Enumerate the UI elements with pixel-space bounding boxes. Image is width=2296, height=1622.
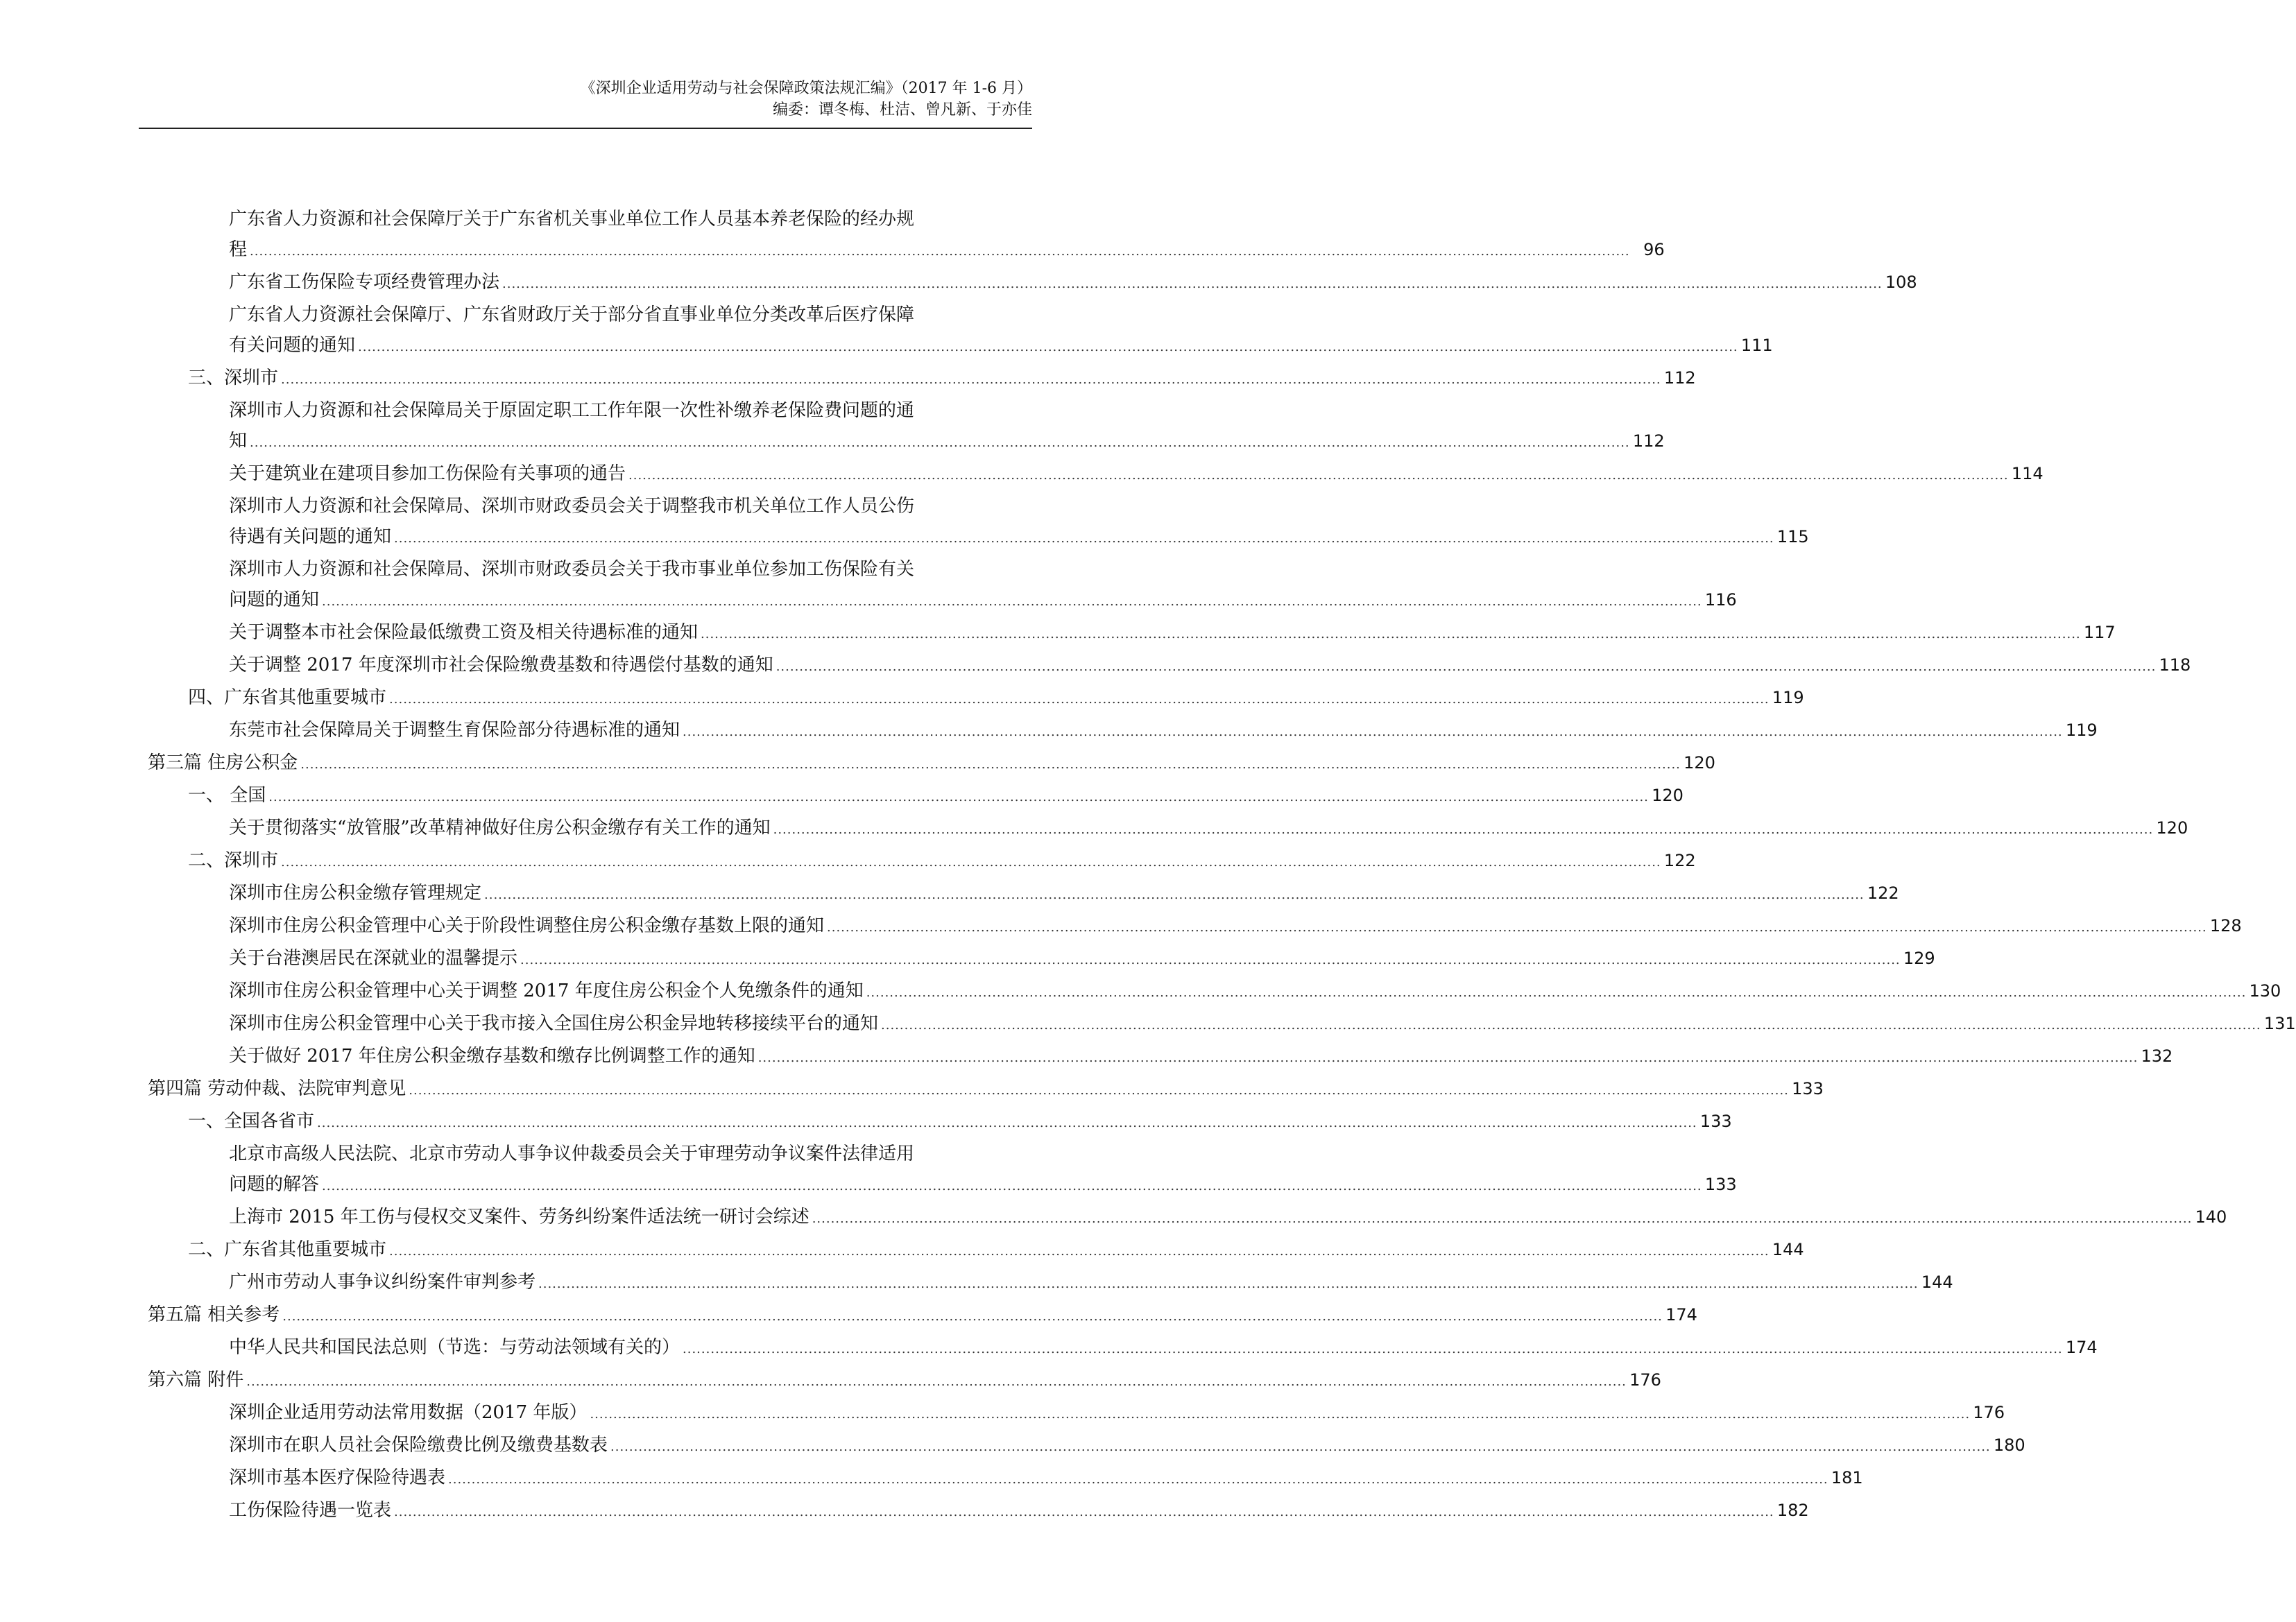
toc-entry[interactable]	[148, 1463, 1863, 1495]
header-rule	[139, 128, 1032, 129]
toc-entry-title-line: 广东省人力资源社会保障厅、广东省财政厅关于部分省直事业单位分类改革后医疗保障	[229, 304, 915, 325]
toc-entry-title: 深圳市住房公积金缴存管理规定	[229, 883, 482, 904]
toc-entry[interactable]	[148, 395, 1665, 458]
dot-leader	[282, 1302, 1663, 1332]
toc-entry-title: 深圳市住房公积金管理中心关于阶段性调整住房公积金缴存基数上限的通知	[229, 915, 825, 936]
toc-entry-title: 工伤保险待遇一览表	[229, 1500, 392, 1521]
toc-entry[interactable]	[148, 363, 1696, 395]
toc-entry-title: 知	[229, 431, 248, 451]
toc-page-number: 120	[1652, 786, 1684, 805]
toc-page-number: 181	[1831, 1468, 1863, 1487]
toc-entry-title: 深圳市基本医疗保险待遇表	[229, 1467, 446, 1488]
toc-entry-title: 关于调整本市社会保险最低缴费工资及相关待遇标准的通知	[229, 622, 699, 643]
toc-entry-title: 第四篇 劳动仲裁、法院审判意见	[148, 1078, 406, 1099]
toc-entry-title: 关于建筑业在建项目参加工伤保险有关事项的通告	[229, 463, 626, 484]
dot-leader	[683, 717, 2063, 748]
toc-entry-title-line: 北京市高级人民法院、北京市劳动人事争议仲裁委员会关于审理劳动争议案件法律适用	[229, 1144, 915, 1164]
dot-leader	[683, 1334, 2063, 1365]
toc-entry-title: 广州市劳动人事争议纠纷案件审判参考	[229, 1272, 536, 1293]
toc-entry-title-line: 深圳市人力资源和社会保障局、深圳市财政委员会关于调整我市机关单位工作人员公伤	[229, 496, 915, 517]
dot-leader	[394, 1497, 1774, 1528]
dot-leader	[866, 978, 2247, 1008]
dot-leader	[776, 652, 2157, 682]
toc-page-number: 176	[1973, 1403, 2005, 1422]
toc-entry-title: 关于做好 2017 年住房公积金缴存基数和缴存比例调整工作的通知	[229, 1046, 755, 1067]
toc-entry[interactable]	[148, 300, 1773, 363]
dot-leader	[317, 1108, 1697, 1139]
dot-leader	[394, 524, 1774, 554]
toc-entry[interactable]	[148, 1495, 1809, 1528]
toc-entry[interactable]	[148, 1106, 1732, 1139]
dot-leader	[250, 236, 1630, 267]
toc-page-number: 120	[1684, 753, 1715, 773]
toc-page-number: 111	[1740, 336, 1773, 355]
toc-entry-number: 四、	[188, 687, 225, 708]
toc-entry-title: 问题的通知	[229, 589, 320, 610]
toc-entry[interactable]	[148, 1365, 1661, 1397]
toc-entry-title: 上海市 2015 年工伤与侵权交叉案件、劳务纠纷案件适法统一研讨会综述	[229, 1207, 809, 1227]
toc-entry-title: 深圳企业适用劳动法常用数据（2017 年版）	[229, 1402, 588, 1423]
toc-entry[interactable]	[148, 911, 2242, 943]
editors-line: 编委：谭冬梅、杜洁、曾凡新、于亦佳	[772, 101, 1032, 119]
toc-page-number: 122	[1867, 883, 1899, 903]
dot-leader	[389, 684, 1770, 715]
toc-page-number: 133	[1704, 1175, 1737, 1194]
dot-leader	[827, 913, 2207, 943]
toc-entry-title: 中华人民共和国民法总则（节选：与劳动法领域有关的）	[229, 1337, 680, 1358]
toc-page-number: 129	[1903, 949, 1935, 968]
toc-page-number: 112	[1632, 431, 1665, 451]
toc-page-number: 131	[2263, 1014, 2296, 1033]
toc-page-number: 120	[2156, 818, 2188, 838]
dot-leader	[758, 1043, 2139, 1073]
dot-leader	[538, 1269, 1919, 1300]
toc-entry[interactable]	[148, 617, 2116, 650]
dot-leader	[502, 269, 1883, 300]
toc-entry-title: 二、广东省其他重要城市	[188, 1239, 387, 1260]
toc-page-number: 180	[1993, 1435, 2025, 1455]
toc-page-number: 176	[1629, 1370, 1661, 1390]
toc-page-number: 182	[1776, 1501, 1809, 1520]
toc-entry[interactable]	[148, 878, 1899, 911]
dot-leader	[773, 815, 2154, 845]
toc-entry[interactable]	[148, 650, 2191, 682]
toc-page-number: 133	[1792, 1079, 1824, 1098]
toc-entry[interactable]	[148, 1139, 1737, 1202]
toc-entry-title: 第五篇 相关参考	[148, 1304, 280, 1325]
toc-entry[interactable]	[148, 682, 1804, 715]
dot-leader	[610, 1432, 1991, 1463]
toc-entry[interactable]	[148, 1430, 2025, 1463]
toc-entry[interactable]	[148, 1397, 2005, 1430]
toc-entry[interactable]	[148, 748, 1715, 780]
toc-entry[interactable]	[148, 845, 1696, 878]
dot-leader	[322, 1171, 1702, 1202]
toc-entry-title-line: 广东省人力资源和社会保障厅关于广东省机关事业单位工作人员基本养老保险的经办规	[229, 209, 915, 230]
toc-page-number: 117	[2083, 623, 2116, 642]
dot-leader	[812, 1204, 2193, 1234]
dot-leader	[701, 619, 2081, 650]
table-of-contents	[148, 204, 2296, 1528]
toc-entry[interactable]	[148, 1300, 1697, 1332]
toc-page-number: 115	[1776, 527, 1809, 546]
toc-entry-title: 深圳市在职人员社会保险缴费比例及缴费基数表	[229, 1435, 608, 1456]
dot-leader	[358, 332, 1738, 363]
toc-entry[interactable]	[148, 780, 1684, 813]
toc-entry-title: 广东省其他重要城市	[224, 687, 387, 708]
toc-entry-title-line: 深圳市人力资源和社会保障局、深圳市财政委员会关于我市事业单位参加工伤保险有关	[229, 559, 915, 580]
toc-page-number: 119	[2065, 721, 2098, 740]
dot-leader	[448, 1465, 1828, 1495]
toc-entry[interactable]	[148, 267, 1917, 300]
toc-entry[interactable]	[148, 1073, 1824, 1106]
toc-entry-title: 二、深圳市	[188, 850, 279, 871]
toc-page-number: 144	[1772, 1240, 1804, 1259]
toc-page-number: 112	[1663, 368, 1696, 388]
toc-page-number: 130	[2249, 981, 2281, 1001]
toc-entry-title: 深圳市住房公积金管理中心关于调整 2017 年度住房公积金个人免缴条件的通知	[229, 981, 864, 1001]
toc-page-number: 118	[2159, 655, 2191, 675]
toc-entry-title: 深圳市住房公积金管理中心关于我市接入全国住房公积金异地转移接续平台的通知	[229, 1013, 879, 1034]
toc-page-number: 122	[1663, 851, 1696, 870]
dot-leader	[590, 1399, 1970, 1430]
toc-entry[interactable]	[148, 1234, 1804, 1267]
dot-leader	[389, 1236, 1770, 1267]
toc-entry[interactable]	[148, 976, 2281, 1008]
dot-leader	[281, 847, 1661, 878]
toc-page-number: 174	[1665, 1305, 1697, 1325]
toc-entry-title: 关于台港澳居民在深就业的温馨提示	[229, 948, 518, 969]
dot-leader	[268, 782, 1649, 813]
toc-entry-title: 广东省工伤保险专项经费管理办法	[229, 272, 500, 293]
toc-entry[interactable]	[148, 1041, 2173, 1073]
toc-page-number: 144	[1921, 1272, 1953, 1292]
toc-entry[interactable]	[148, 943, 1935, 976]
toc-entry-title-line: 深圳市人力资源和社会保障局关于原固定职工工作年限一次性补缴养老保险费问题的通	[229, 400, 915, 421]
toc-entry[interactable]	[148, 458, 2044, 491]
toc-entry-number: 三、	[188, 368, 225, 388]
dot-leader	[281, 365, 1661, 395]
toc-page-number: 133	[1699, 1112, 1732, 1131]
toc-entry[interactable]	[148, 554, 1737, 617]
toc-entry[interactable]	[148, 491, 1809, 554]
toc-entry[interactable]	[148, 1202, 2227, 1234]
toc-entry-title: 有关问题的通知	[229, 335, 356, 356]
toc-entry[interactable]	[148, 813, 2188, 845]
toc-entry-title: 关于贯彻落实“放管服”改革精神做好住房公积金缴存有关工作的通知	[229, 818, 771, 838]
toc-page-number: 114	[2011, 464, 2044, 483]
toc-page-number: 140	[2195, 1207, 2227, 1227]
page-header	[139, 78, 1032, 121]
toc-entry-title: 第三篇 住房公积金	[148, 752, 298, 773]
toc-entry-title: 第六篇 附件	[148, 1370, 244, 1390]
toc-entry-title: 东莞市社会保障局关于调整生育保险部分待遇标准的通知	[229, 720, 680, 741]
dot-leader	[300, 750, 1681, 780]
toc-entry-title: 问题的解答	[229, 1174, 320, 1195]
dot-leader	[322, 587, 1702, 617]
dot-leader	[881, 1010, 2261, 1041]
toc-page-number: 96	[1643, 240, 1665, 259]
toc-entry-title: 程	[229, 239, 248, 260]
dot-leader	[628, 460, 2009, 491]
toc-page-number: 116	[1704, 590, 1737, 610]
toc-entry-title: 待遇有关问题的通知	[229, 526, 392, 547]
dot-leader	[250, 428, 1630, 458]
toc-entry[interactable]	[148, 1008, 2296, 1041]
toc-entry-title: 深圳市	[224, 368, 279, 388]
toc-page-number: 108	[1885, 273, 1917, 292]
dot-leader	[409, 1076, 1789, 1106]
toc-page-number: 119	[1772, 688, 1804, 707]
toc-entry-title: 一、 全国	[188, 785, 266, 806]
toc-page-number: 128	[2209, 916, 2242, 935]
toc-entry[interactable]	[148, 1332, 2098, 1365]
dot-leader	[520, 945, 1901, 976]
toc-entry[interactable]	[148, 204, 1665, 267]
toc-page-number: 132	[2141, 1046, 2173, 1066]
toc-entry[interactable]	[148, 1267, 1953, 1300]
document-title: 《深圳企业适用劳动与社会保障政策法规汇编》（2017 年 1-6 月）	[580, 80, 1032, 97]
toc-entry-title: 关于调整 2017 年度深圳市社会保险缴费基数和待遇偿付基数的通知	[229, 655, 773, 675]
dot-leader	[484, 880, 1865, 911]
toc-entry-title: 一、全国各省市	[188, 1111, 315, 1132]
toc-entry[interactable]	[148, 715, 2098, 748]
toc-page-number: 174	[2065, 1338, 2098, 1357]
dot-leader	[246, 1367, 1627, 1397]
